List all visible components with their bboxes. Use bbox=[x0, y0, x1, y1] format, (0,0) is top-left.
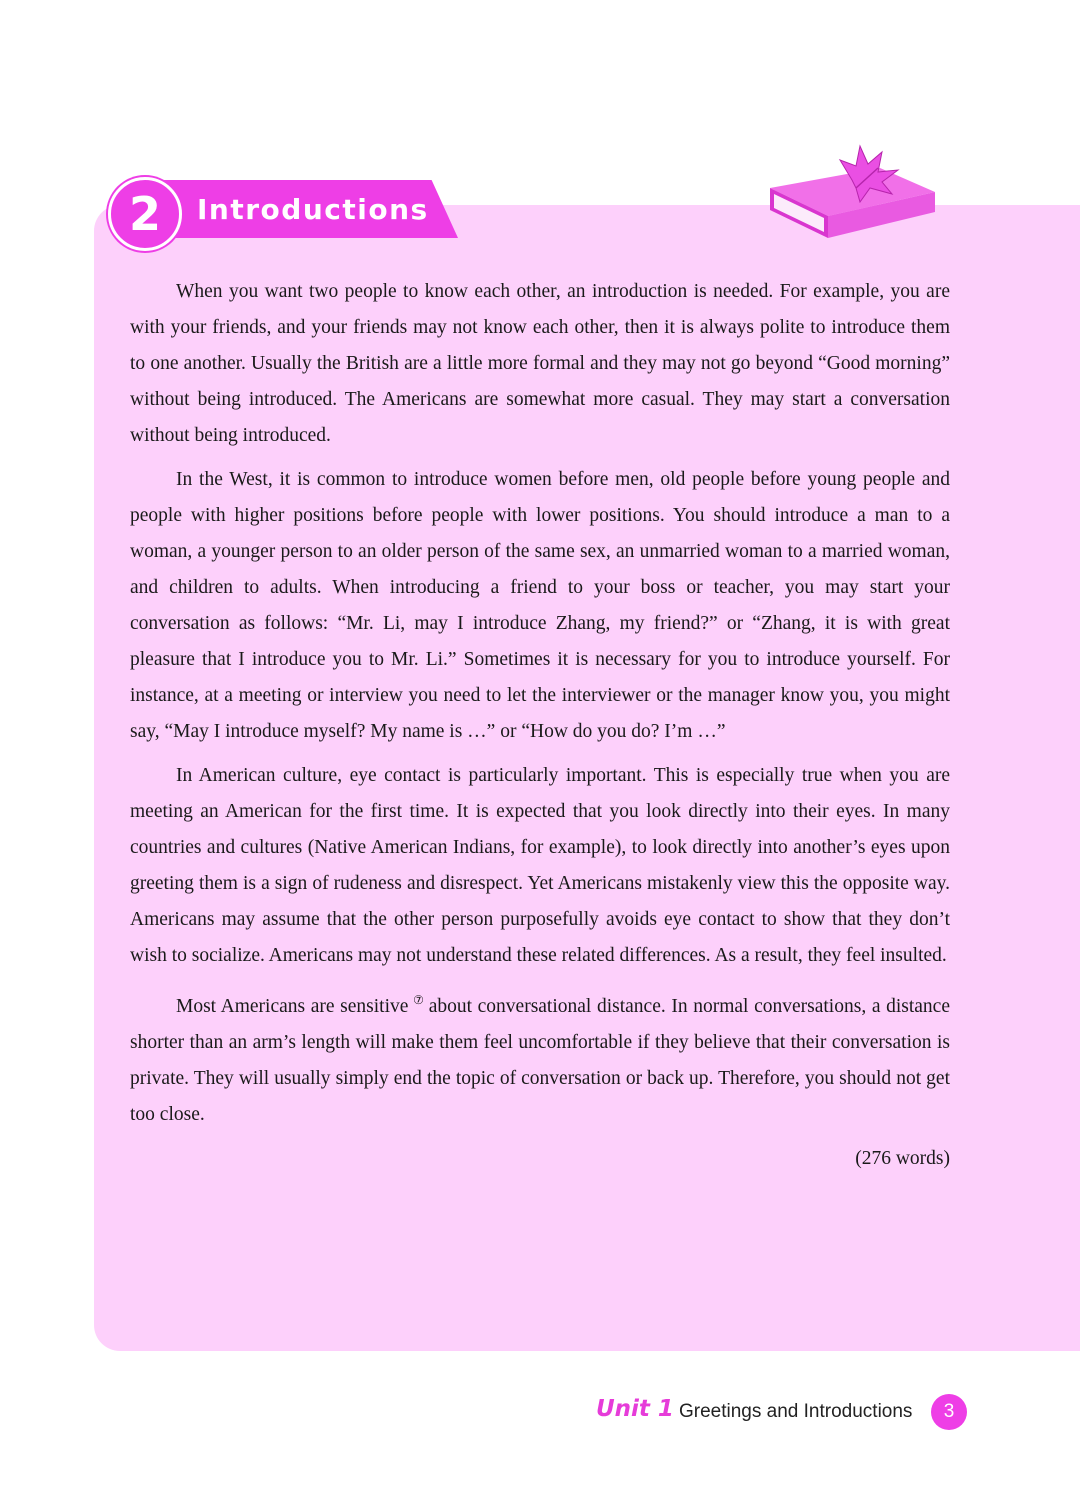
page-number: 3 bbox=[931, 1394, 967, 1430]
footnote-marker: ⑦ bbox=[412, 993, 425, 1007]
paragraph-4-start: Most Americans are sensitive bbox=[176, 996, 409, 1017]
paragraph-3: In American culture, eye contact is particularly important. This is especially true when you are meeting an American for the first time. It is expected that you look directly into their eyes. In many countries and cultures (Native American Indians, for example), to look directly into another’s eyes upon greeting them is a sign of rudeness and disrespect. Yet Americans mistakenly view this the opposite way. Americans may assume that the other person purposefully avoids eye contact to show that they don’t wish to socialize. Americans may not understand these related differences. As a result, they feel insulted. bbox=[130, 765, 950, 966]
paragraph-4-rest: about conversational distance. In normal conversations, a distance shorter than an arm’s length will make them feel uncomfortable if they believe that their conversation is private. They will usually simply end the topic of conversation or back up. Therefore, you should not get too close. bbox=[130, 996, 950, 1125]
article-body bbox=[130, 274, 950, 1177]
section-number: 2 bbox=[128, 187, 161, 241]
page-footer bbox=[0, 1392, 1080, 1432]
paragraph-2: In the West, it is common to introduce women before men, old people before young people and people with higher positions before people with lower positions. You should introduce a man to a woman, a younger person to an older person of the same sex, an unmarried woman to a married woman, and children to adults. When introducing a friend to your boss or teacher, you may start your conversation as follows: “Mr. Li, may I introduce Zhang, my friend?” or “Zhang, it is with great pleasure that I introduce you to Mr. Li.” Sometimes it is necessary for you to introduce yourself. For instance, at a meeting or interview you need to let the interviewer or the manager know you, you might say, “May I introduce myself? My name is …” or “How do you do? I’m …” bbox=[130, 469, 950, 742]
paragraph-1: When you want two people to know each other, an introduction is needed. For example, you are with your friends, and your friends may not know each other, then it is always polite to introduce them to one another. Usually the British are a little more formal and they may not go beyond “Good morning” without being introduced. The Americans are somewhat more casual. They may start a conversation without being introduced. bbox=[130, 281, 950, 446]
section-title: Introductions bbox=[197, 193, 429, 226]
paragraph-4 bbox=[130, 982, 950, 1133]
unit-title: Greetings and Introductions bbox=[679, 1401, 913, 1422]
unit-label: Unit 1 bbox=[596, 1396, 674, 1422]
book-leaf-illustration bbox=[760, 140, 940, 250]
word-count: (276 words) bbox=[855, 1148, 950, 1169]
